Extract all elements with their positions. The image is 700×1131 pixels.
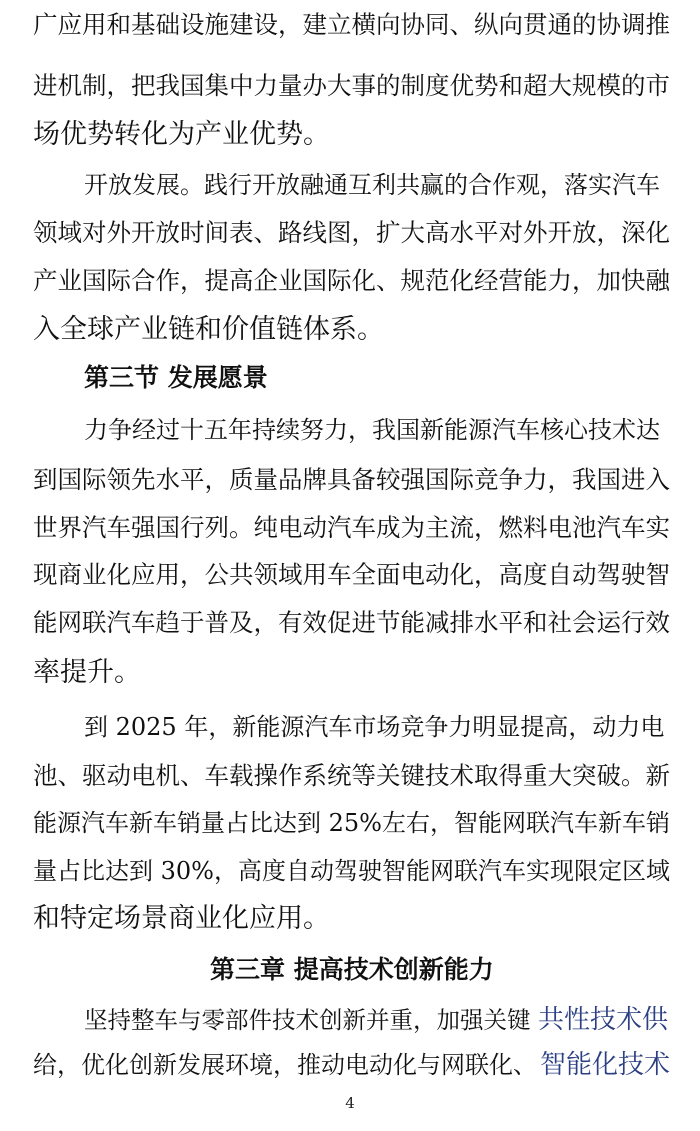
body-text: 给，优化创新发展环境，推动电动化与网联化、 (33, 1051, 537, 1079)
body-text: 力争经过十五年持续努力，我国新能源汽车核心技术达 (84, 416, 660, 444)
body-text: 产业国际合作，提高企业国际化、规范化经营能力，加快融 (33, 266, 670, 295)
body-line (0, 310, 700, 350)
body-text: 到国际领先水平，质量品牌具备较强国际竞争力，我国进入 (33, 465, 670, 494)
body-text: 广应用和基础设施建设，建立横向协同、纵向贯通的协调推 (33, 10, 670, 39)
body-line (0, 555, 700, 595)
page-number: 4 (345, 1094, 355, 1112)
body-text: 到 2025 年，新能源汽车市场竞争力明显提高，动力电 (84, 713, 665, 741)
body-text: 场优势转化为产业优势。 (33, 119, 330, 150)
body-text: 入全球产业链和价值链体系。 (33, 314, 384, 345)
body-text: 能网联汽车趋于普及，有效促进节能减排水平和社会运行效 (33, 608, 670, 637)
body-text: 开放发展。践行开放融通互利共赢的合作观，落实汽车 (84, 171, 660, 199)
body-line (0, 603, 700, 643)
paragraph-first-line (0, 165, 700, 205)
body-line (0, 803, 700, 843)
paragraph-first-line (0, 1000, 700, 1040)
body-line (0, 5, 700, 45)
body-text: 现商业化应用，公共领域用车全面电动化，高度自动驾驶智 (33, 560, 670, 589)
body-line (0, 756, 700, 796)
body-line (0, 1045, 700, 1085)
section-heading (0, 358, 700, 398)
body-text: 和特定场景商业化应用。 (33, 903, 330, 934)
paragraph-first-line (0, 707, 700, 747)
body-text: 能源汽车新车销量占比达到 25%左右，智能网联汽车新车销 (33, 809, 670, 837)
chapter-heading (0, 950, 700, 990)
body-line (0, 899, 700, 939)
body-text: 率提升。 (33, 657, 141, 688)
body-line (0, 261, 700, 301)
body-line (0, 851, 700, 891)
body-line (0, 213, 700, 253)
body-line (0, 460, 700, 500)
section-heading-text: 第三节 发展愿景 (84, 363, 268, 392)
body-text: 池、驱动电机、车载操作系统等关键技术取得重大突破。新 (33, 761, 670, 790)
body-line (0, 66, 700, 106)
body-line (0, 115, 700, 155)
chapter-heading-text: 第三章 提高技术创新能力 (210, 955, 494, 984)
body-text-tinted: 智能化技术 (540, 1050, 671, 1080)
body-text: 领域对外开放时间表、路线图，扩大高水平对外开放，深化 (33, 218, 670, 247)
body-text: 量占比达到 30%，高度自动驾驶智能网联汽车实现限定区域 (33, 857, 670, 885)
paragraph-first-line (0, 410, 700, 450)
body-text: 进机制，把我国集中力量办大事的制度优势和超大规模的市 (33, 71, 670, 100)
body-text: 坚持整车与零部件技术创新并重，加强关键 (84, 1006, 531, 1034)
body-line (0, 508, 700, 548)
body-text-tinted: 共性技术供 (538, 1005, 669, 1035)
body-text: 世界汽车强国行列。纯电动汽车成为主流，燃料电池汽车实 (33, 513, 670, 542)
body-line (0, 653, 700, 693)
